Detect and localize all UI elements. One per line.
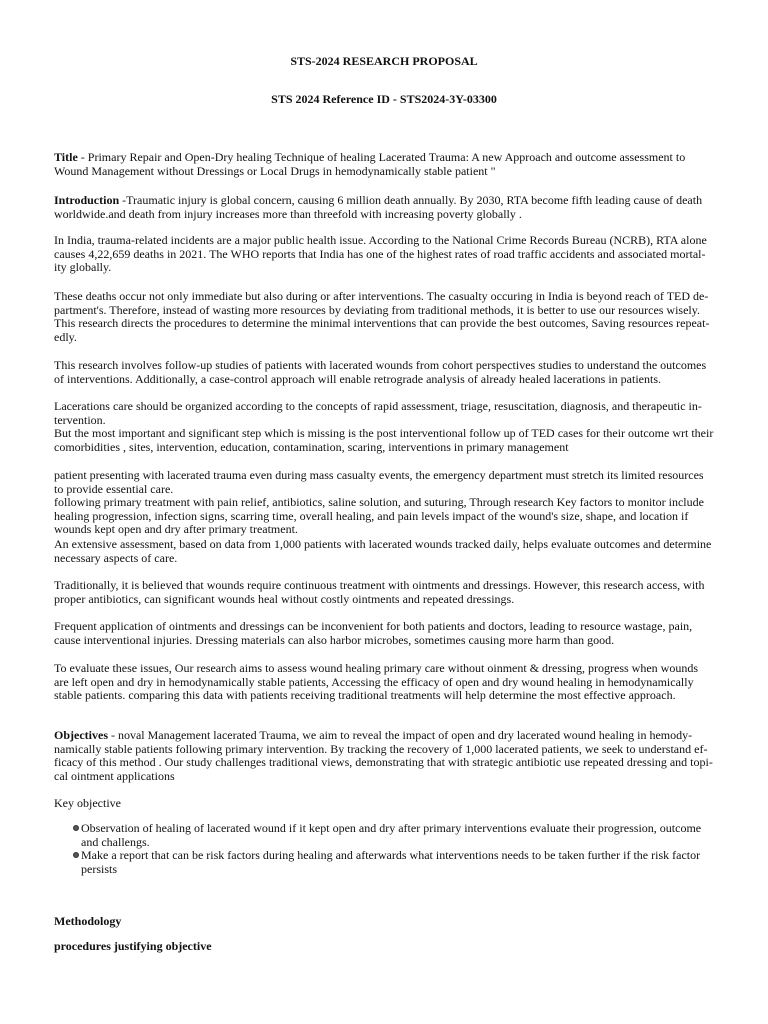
bullet-icon	[73, 852, 79, 858]
list-item-text: Make a report that can be risk factors during healing and afterwards what interventions needs to be taken further if the risk factor persists	[81, 848, 701, 876]
introduction-text: -Traumatic injury is global concern, causing 6 million death annually. By 2030, RTA become fifth leading cause of death worldwide.and death from injury increases more than threefold with increasing poverty globally .	[54, 193, 703, 221]
document-title: STS-2024 RESEARCH PROPOSAL	[290, 54, 478, 68]
paragraph-traditionally: Traditionally, it is believed that wounds require continuous treatment with ointments and dressings. However, this research access, with proper antibiotics, can significant wounds heal without costly ointments and repeated dressings.	[54, 578, 705, 606]
paragraph-missing: But the most important and significant step which is missing is the post interventional follow up of TED cases for their outcome wrt their comorbidities , sites, intervention, education, contamination, scaring, interventions in primary management	[54, 426, 714, 454]
title-paragraph	[54, 151, 714, 178]
list-item-text: Observation of healing of lacerated wound if it kept open and dry after primary interventions evaluate their progression, outcome and challengs.	[81, 821, 702, 849]
paragraph-evaluate: To evaluate these issues, Our research aims to assess wound healing primary care without oinment & dressing, progress when wounds are left open and dry in hemodynamically stable patients, Accessing the efficacy of open and dry wound healing in hemodynamically stable patients. comparing this data with patients receiving traditional treatments will help determine the most effective approach.	[54, 661, 699, 703]
objectives-text: - noval Management lacerated Trauma, we aim to reveal the impact of open and dry lacerated wound healing in hemody-namically stable patients following primary intervention. By tracking the recovery of 1,000 lacerated patients, we seek to understand ef-ficacy of this method . Our study challenges traditional views, demonstrating that with strategic antibiotic use repeated dressing and topi-cal ointment applications	[54, 728, 713, 783]
list-item	[54, 849, 714, 876]
paragraph-india: In India, trauma-related incidents are a major public health issue. According to the National Crime Records Bureau (NCRB), RTA alone causes 4,22,659 deaths in 2021. The WHO reports that India has one of the highest rates of road traffic accidents and associated mortal-ity globally.	[54, 233, 707, 275]
key-objective-heading: Key objective	[54, 796, 121, 810]
paragraph-organized: Lacerations care should be organized according to the concepts of rapid assessment, triage, resuscitation, diagnosis, and therapeutic in-tervention.	[54, 399, 702, 427]
bullet-icon	[73, 825, 79, 831]
title-text: - Primary Repair and Open-Dry healing Technique of healing Lacerated Trauma: A new Approach and outcome assessment to Wound Management without Dressings or Local Drugs in hemodynamically stable patient "	[54, 150, 686, 178]
objectives-label: Objectives	[54, 728, 108, 742]
methodology-heading: Methodology	[54, 914, 122, 928]
objectives-paragraph	[54, 729, 714, 783]
title-label: Title	[54, 150, 78, 164]
key-objective-list	[54, 822, 714, 876]
introduction-paragraph	[54, 194, 714, 221]
paragraph-deaths: These deaths occur not only immediate but also during or after interventions. The casualty occuring in India is beyond reach of TED de-partment's. Therefore, instead of wasting more resources by deviating from traditional methods, it is better to use our resources wisely. This research directs the procedures to determine the minimal interventions that can provide the best outcomes, Saving resources repeat-edly.	[54, 289, 710, 344]
paragraph-following: following primary treatment with pain relief, antibiotics, saline solution, and suturing, Through research Key factors to monitor include healing progression, infection signs, scarring time, overall healing, and pain levels impact of the wound's size, shape, and location if wounds kept open and dry after primary treatment.	[54, 495, 704, 537]
paragraph-extensive: An extensive assessment, based on data from 1,000 patients with lacerated wounds tracked daily, helps evaluate outcomes and determine necessary aspects of care.	[54, 537, 712, 565]
paragraph-presenting: patient presenting with lacerated trauma even during mass casualty events, the emergency department must stretch its limited resources to provide essential care.	[54, 468, 704, 496]
paragraph-involves: This research involves follow-up studies of patients with lacerated wounds from cohort perspectives studies to understand the outcomes of interventions. Additionally, a case-control approach will enable retrograde analysis of already healed lacerations in patients.	[54, 358, 707, 386]
introduction-label: Introduction	[54, 193, 120, 207]
methodology-subheading: procedures justifying objective	[54, 939, 212, 953]
reference-id: STS 2024 Reference ID - STS2024-3Y-03300	[271, 92, 497, 106]
paragraph-frequent: Frequent application of ointments and dressings can be inconvenient for both patients and doctors, leading to resource wastage, pain, cause interventional injuries. Dressing materials can also harbor microbes, sometimes causing more harm than good.	[54, 619, 693, 647]
list-item	[54, 822, 714, 849]
